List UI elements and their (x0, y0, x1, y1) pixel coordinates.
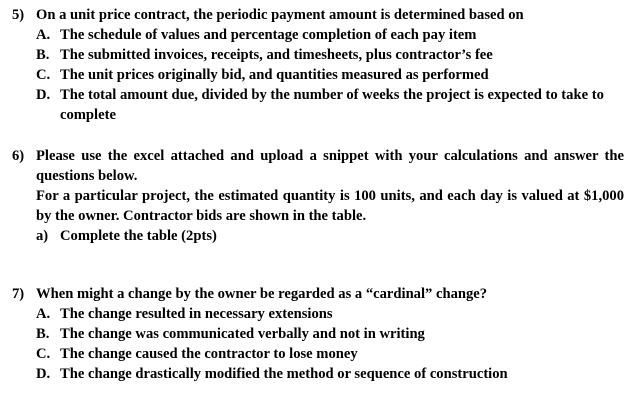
option-b (12, 45, 624, 65)
question-body: For a particular project, the estimated quantity is 100 units, and each day is valued at $1,000 by the owner. Contractor bids are shown in the table. (36, 188, 624, 224)
option-text: The submitted invoices, receipts, and timesheets, plus contractor’s fee (60, 47, 493, 63)
question-6 (12, 146, 624, 246)
option-a (12, 304, 624, 324)
question-text: Please use the excel attached and upload a snippet with your calculations and answer the questions below. (36, 148, 624, 184)
option-letter: D. (36, 366, 51, 382)
option-c (12, 344, 624, 364)
subpart-letter: a) (36, 228, 49, 244)
subpart-a (12, 226, 624, 246)
option-text: The change caused the contractor to lose money (60, 346, 358, 362)
question-number: 6) (12, 148, 25, 164)
option-a (12, 25, 624, 45)
option-text: The unit prices originally bid, and quantities measured as performed (60, 67, 489, 83)
question-5 (12, 5, 624, 125)
option-letter: D. (36, 87, 51, 103)
question-5-stem (12, 5, 624, 25)
option-letter: B. (36, 47, 50, 63)
option-text: The schedule of values and percentage completion of each pay item (60, 27, 477, 43)
option-letter: C. (36, 67, 51, 83)
question-6-stem (12, 146, 624, 186)
option-letter: A. (36, 27, 51, 43)
option-d (12, 85, 624, 125)
option-text: The change drastically modified the method or sequence of construction (60, 366, 508, 382)
option-b (12, 324, 624, 344)
question-number: 5) (12, 7, 25, 23)
option-d (12, 364, 624, 384)
option-letter: C. (36, 346, 51, 362)
question-text: On a unit price contract, the periodic payment amount is determined based on (36, 7, 524, 23)
option-letter: B. (36, 326, 50, 342)
option-c (12, 65, 624, 85)
option-text: The total amount due, divided by the number of weeks the project is expected to take to complete (60, 87, 604, 123)
subpart-text: Complete the table (2pts) (60, 228, 217, 244)
question-number: 7) (12, 286, 25, 302)
question-7 (12, 284, 624, 384)
question-text: When might a change by the owner be regarded as a “cardinal” change? (36, 286, 488, 302)
question-7-stem (12, 284, 624, 304)
option-letter: A. (36, 306, 51, 322)
option-text: The change resulted in necessary extensions (60, 306, 333, 322)
option-text: The change was communicated verbally and not in writing (60, 326, 425, 342)
